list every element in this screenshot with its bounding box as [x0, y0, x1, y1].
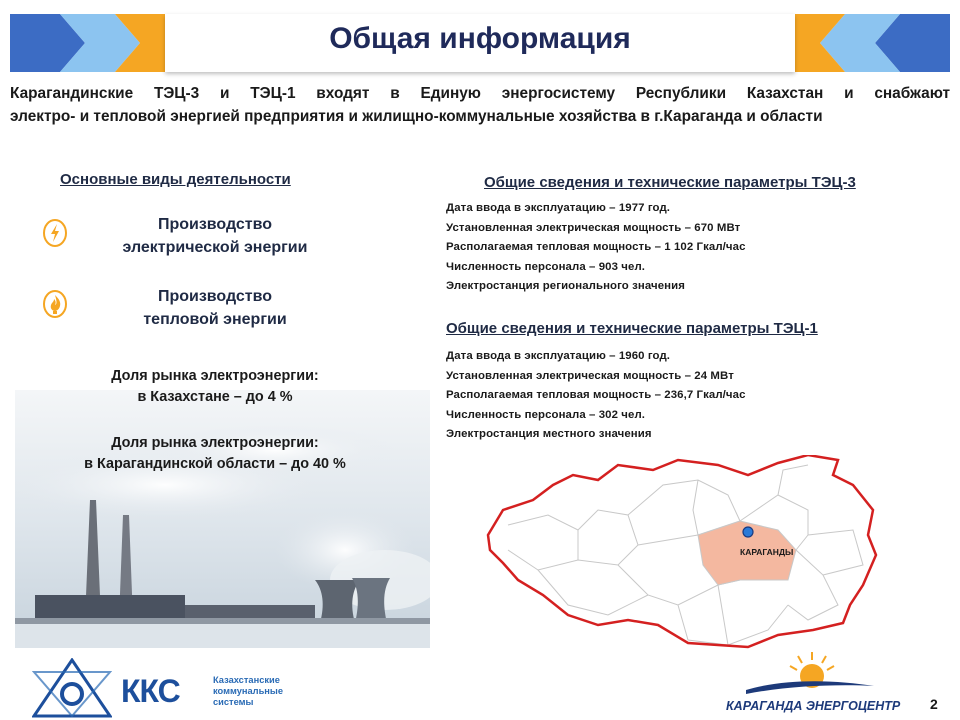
intro-line-1: Карагандинские ТЭЦ-3 и ТЭЦ-1 входят в Единую энергосистему Республики Казахстан и снабжают	[10, 85, 950, 102]
list-item: Установленная электрическая мощность – 24 МВт	[446, 369, 734, 382]
karaganda-sun-logo-icon	[726, 650, 876, 698]
tec1-heading: Общие сведения и технические параметры ТЭЦ-1	[446, 320, 818, 337]
market-share-karaganda	[0, 433, 430, 475]
intro-paragraph	[10, 82, 950, 128]
flame-icon	[42, 290, 68, 318]
list-item: Располагаемая тепловая мощность – 236,7 Гкал/час	[446, 389, 746, 401]
map-region-label: КАРАГАНДЫ	[740, 547, 794, 557]
intro-line-2: электро- и тепловой энергией предприятия и жилищно-коммунальные хозяйства в г.Караганда и области	[10, 108, 823, 125]
list-item: Дата ввода в эксплуатацию – 1977 год.	[446, 202, 671, 214]
list-item: Дата ввода в эксплуатацию – 1960 год.	[446, 350, 671, 362]
map-karaganda-point	[743, 527, 753, 537]
tec3-list	[446, 199, 746, 297]
activity-electric-line2: электрической энергии	[122, 239, 308, 256]
market-share-kz	[0, 366, 430, 408]
list-item: Численность персонала – 302 чел.	[446, 408, 646, 421]
list-item: Располагаемая тепловая мощность – 1 102 Гкал/час	[446, 241, 746, 253]
tec3-heading: Общие сведения и технические параметры ТЭЦ-3	[484, 174, 856, 191]
list-item: Электростанция регионального значения	[446, 280, 686, 292]
activity-electric	[100, 213, 330, 259]
market-share-kar-line1: Доля рынка электроэнергии:	[111, 435, 319, 451]
kazakhstan-map	[478, 455, 878, 650]
kks-logo-icon	[32, 658, 112, 718]
market-share-kz-line1: Доля рынка электроэнергии:	[111, 368, 319, 384]
kks-sub-line2: коммунальные	[213, 686, 284, 696]
list-item: Электростанция местного значения	[446, 428, 652, 440]
activities-heading: Основные виды деятельности	[60, 171, 291, 188]
kks-sub-line1: Казахстанские	[213, 675, 280, 685]
list-item: Установленная электрическая мощность – 670 МВт	[446, 221, 741, 234]
market-share-kar-line2: в Карагандинской области – до 40 %	[84, 456, 346, 472]
market-share-kz-line2: в Казахстане – до 4 %	[137, 389, 293, 405]
kks-sub-line3: системы	[213, 697, 254, 707]
kks-logo-subtitle	[213, 675, 283, 708]
activity-electric-line1: Производство	[157, 216, 273, 233]
power-plant-photo	[15, 390, 430, 648]
kks-logo-text: ККС	[121, 673, 180, 709]
activity-heat-line1: Производство	[157, 288, 273, 305]
page-number: 2	[930, 696, 938, 712]
tec1-list	[446, 347, 746, 445]
activity-heat	[100, 285, 330, 331]
karaganda-logo-text: КАРАГАНДА ЭНЕРГОЦЕНТР	[726, 699, 901, 713]
lightning-icon	[42, 219, 68, 247]
activity-heat-line2: тепловой энергии	[143, 311, 287, 328]
page-title: Общая информация	[329, 22, 631, 55]
list-item: Численность персонала – 903 чел.	[446, 260, 646, 273]
